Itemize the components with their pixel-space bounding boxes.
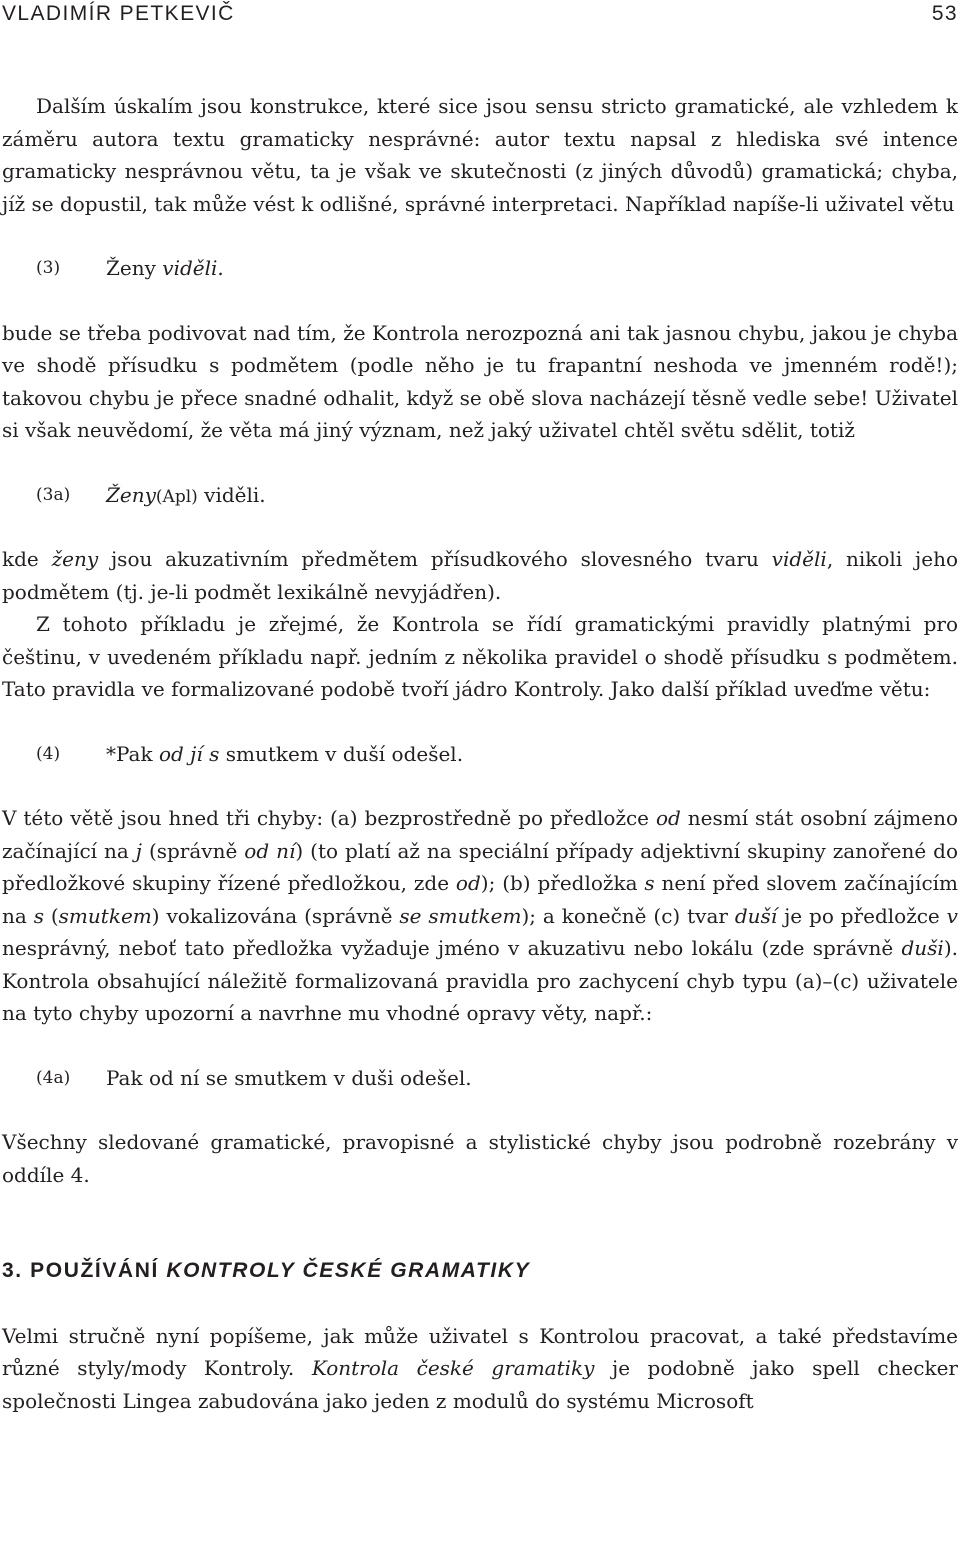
italic-run: viděli xyxy=(771,547,827,571)
italic-run: od ní xyxy=(244,838,296,863)
example-sentence: Pak od ní se smutkem v duši odešel. xyxy=(106,1065,472,1090)
text-run: ) vokalizována (správně xyxy=(151,903,400,928)
paragraph-7 xyxy=(2,1320,958,1418)
paragraph-4: Z tohoto příkladu je zřejmé, že Kontrola se řídí gramatickými pravidly platnými pro češtinu, v uvedeném příkladu např. jedním z několika pravidel o shodě přísudku s podmětem. Tato pravidla ve formalizované podobě tvoří jádro Kontroly. Jako další příklad uveďme větu: xyxy=(2,612,958,701)
text-run: je po předložce xyxy=(777,903,947,928)
page-number: 53 xyxy=(931,2,958,25)
paragraph-3 xyxy=(2,543,958,608)
text-run: V této větě jsou hned tři chyby: (a) bezprostředně po předložce xyxy=(2,806,656,830)
italic-run: ženy xyxy=(51,547,99,571)
text-run: ); (b) předložka xyxy=(480,871,645,895)
example-word-italic: viděli. xyxy=(162,256,224,280)
example-4 xyxy=(2,738,958,771)
text-run: ). Kontrola obsahující náležitě formalizovaná pravidla pro zachycení chyb typu (a)–(c) uživatele na tyto chyby upozorní a navrhne mu vhodné opravy věty, např.: xyxy=(2,936,958,1025)
text-run: je podobně jako spell checker společnosti Lingea zabudována jako jeden z modulů do systému Microsoft xyxy=(2,1356,958,1413)
italic-run: j xyxy=(135,838,142,863)
italic-run: Kontrola české gramatiky xyxy=(311,1356,595,1380)
text-run: (správně xyxy=(141,838,245,863)
example-3a xyxy=(2,479,958,512)
paragraph-6: Všechny sledované gramatické, pravopisné a stylistické chyby jsou podrobně rozebrány v oddíle 4. xyxy=(2,1130,958,1187)
italic-run: smutkem xyxy=(58,903,152,928)
example-number: (3a) xyxy=(36,484,71,505)
italic-run: s xyxy=(644,871,655,895)
italic-run: od xyxy=(655,806,681,830)
spacer xyxy=(2,1288,958,1320)
case-tag: (Apl) xyxy=(155,486,198,507)
example-word-italic: Ženy xyxy=(106,482,156,507)
example-word: viděli. xyxy=(197,482,266,507)
text-run: nesprávný, neboť tato předložka vyžaduje jméno v akuzativu nebo lokálu (zde správně xyxy=(2,936,902,960)
spacer xyxy=(2,1030,958,1062)
running-header-author: VLADIMÍR PETKEVIČ xyxy=(2,2,235,25)
spacer xyxy=(2,770,958,802)
italic-run: od xyxy=(455,871,481,895)
example-word: Ženy xyxy=(106,256,163,280)
spacer xyxy=(2,706,958,738)
example-sentence xyxy=(106,252,224,285)
italic-run: duši xyxy=(901,936,944,960)
text-run: *Pak xyxy=(106,741,159,766)
example-sentence xyxy=(106,738,463,771)
spacer xyxy=(2,1223,958,1255)
text-run: ) (to platí až na speciální případy adjektivní skupiny zanořené do předložkové skupiny řízené předložkou, zde xyxy=(2,838,959,895)
text-run: ); a konečně (c) tvar xyxy=(521,903,735,928)
spacer xyxy=(2,1191,958,1223)
paragraph-2: bude se třeba podivovat nad tím, že Kontrola nerozpozná ani tak jasnou chybu, jakou je chyba ve shodě přísudku s podmětem (podle něho je tu frapantní neshoda ve jmenném rodě!); takovou chybu je přece snadné odhalit, když se obě slova nacházejí těsně vedle sebe! Uživatel si však neuvědomí, že věta má jiný význam, než jaký uživatel chtěl světu sdělit, totiž xyxy=(2,320,958,442)
example-4a xyxy=(2,1062,958,1095)
text-run: , nikoli jeho podmětem (tj. je-li podmět lexikálně nevyjádřen). xyxy=(2,547,959,604)
italic-run: duší xyxy=(734,903,778,928)
example-number: (3) xyxy=(36,258,61,278)
italic-run: v xyxy=(946,903,958,928)
heading-text: 3. POUŽÍVÁNÍ xyxy=(2,1259,167,1282)
running-header xyxy=(2,2,958,32)
text-run: smutkem v duší odešel. xyxy=(219,741,464,766)
text-run: Velmi stručně nyní popíšeme, jak může uživatel s Kontrolou pracovat, a také představíme různé styly/mody Kontroly. xyxy=(2,1323,958,1380)
example-sentence xyxy=(106,479,266,514)
heading-italic: KONTROLY ČESKÉ GRAMATIKY xyxy=(166,1259,531,1282)
paragraph-5 xyxy=(2,802,958,1030)
text-run: jsou akuzativním předmětem přísudkového slovesného tvaru xyxy=(98,547,772,571)
text-run: ( xyxy=(43,903,59,928)
text-run: kde xyxy=(2,547,52,571)
italic-run: s xyxy=(33,903,44,928)
italic-run: od jí s xyxy=(158,741,220,766)
page-body xyxy=(2,90,958,1417)
section-heading xyxy=(2,1255,958,1288)
spacer xyxy=(2,285,958,317)
spacer xyxy=(2,220,958,252)
text-run: nesmí stát osobní zájmeno začínající na xyxy=(2,806,958,863)
spacer xyxy=(2,511,958,543)
italic-run: se smutkem xyxy=(399,903,522,928)
example-number: (4) xyxy=(36,743,61,764)
example-number: (4a) xyxy=(36,1067,71,1088)
text-run: není před slovem začínajícím na xyxy=(2,871,958,928)
spacer xyxy=(2,1094,958,1126)
example-3 xyxy=(2,252,958,285)
spacer xyxy=(2,447,958,479)
paragraph-1: Dalším úskalím jsou konstrukce, které sice jsou sensu stricto gramatické, ale vzhledem k záměru autora textu gramaticky nesprávné: autor textu napsal z hlediska své intence gramaticky nesprávnou větu, ta je však ve skutečnosti (z jiných důvodů) gramatická; chyba, jíž se dopustil, tak může vést k odlišné, správné interpretaci. Například napíše-li uživatel větu xyxy=(2,94,958,216)
